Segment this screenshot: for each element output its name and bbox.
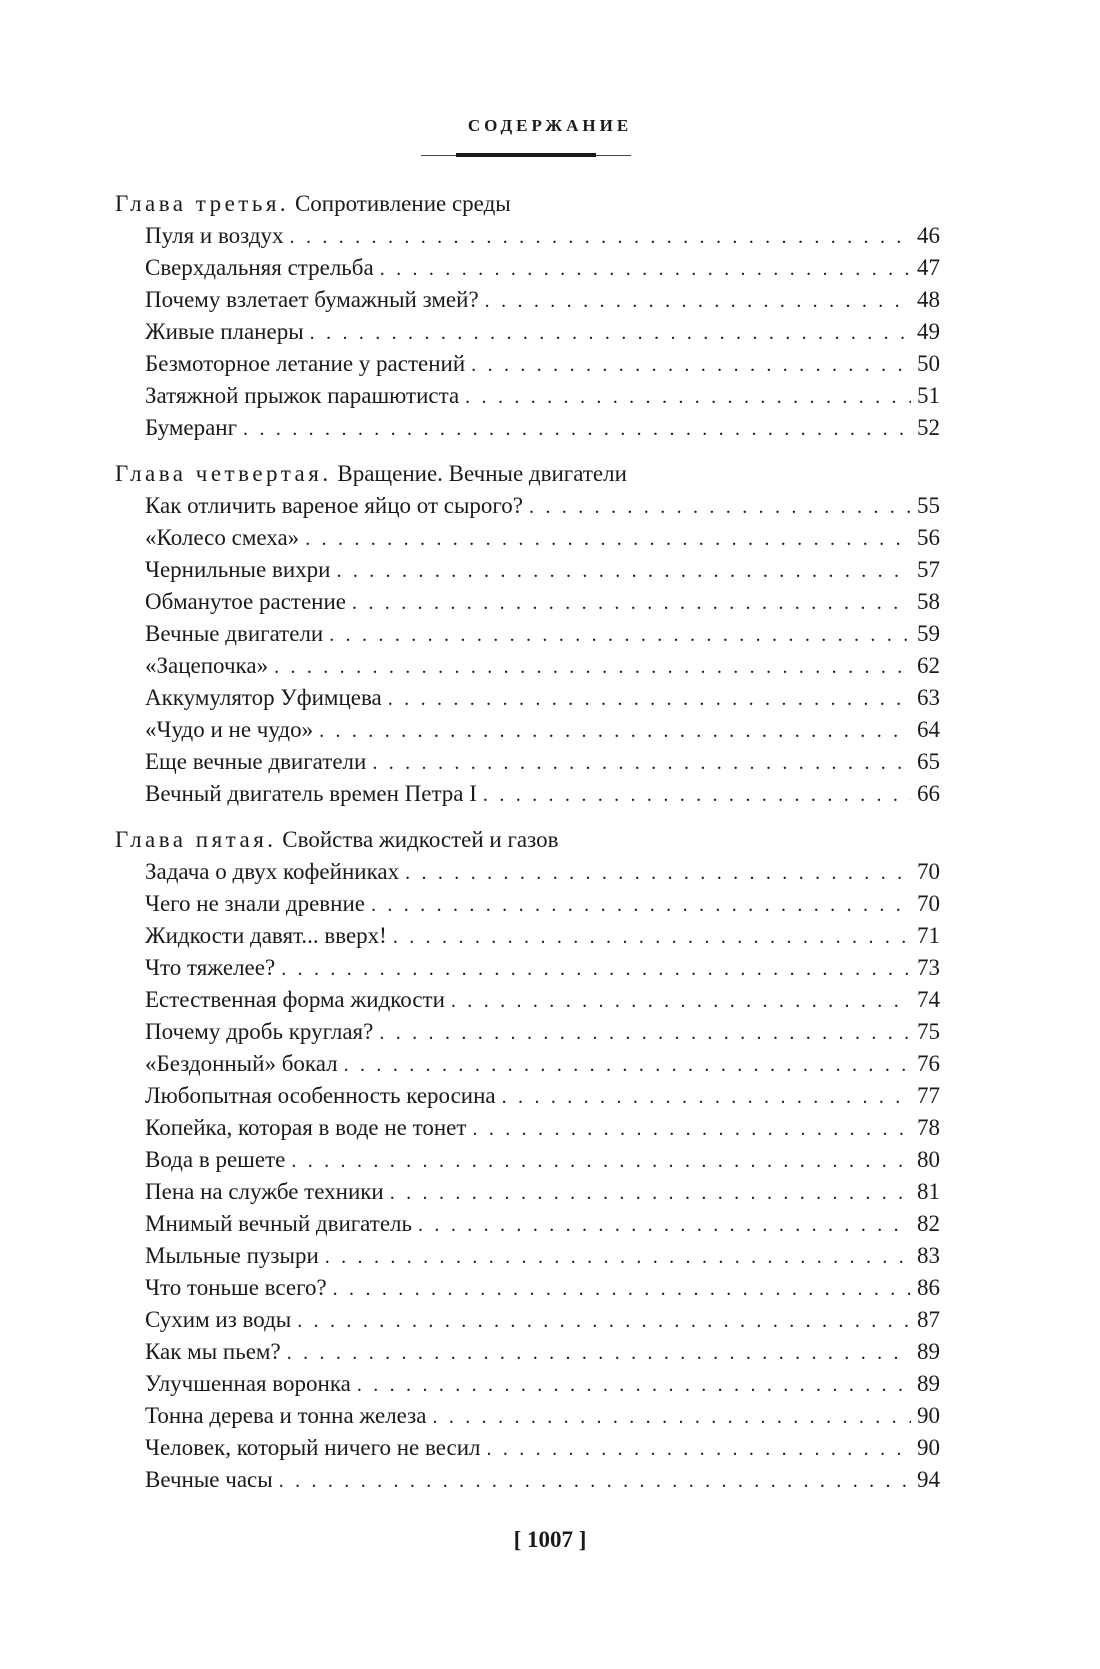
dot-leader [297, 1305, 911, 1337]
dot-leader [319, 715, 911, 747]
entry-page-number: 80 [917, 1147, 940, 1172]
dot-leader [379, 1017, 911, 1049]
entry-page-number: 52 [917, 415, 940, 440]
page-number: [ 1007 ] [513, 1527, 587, 1552]
toc-chapter [115, 458, 940, 810]
toc-entry [145, 1208, 940, 1240]
entry-page-number: 47 [917, 255, 940, 280]
toc-entry [145, 650, 940, 682]
entry-page-number: 59 [917, 621, 940, 646]
entry-page-number: 58 [917, 589, 940, 614]
toc-entry [145, 1240, 940, 1272]
entry-title: Что тяжелее? [145, 955, 276, 980]
entry-title: Бумеранг [145, 415, 238, 440]
toc-entry [145, 618, 940, 650]
toc-entry [145, 1048, 940, 1080]
dot-leader [529, 491, 911, 523]
dot-leader [329, 619, 911, 651]
entry-title: Сухим из воды [145, 1307, 292, 1332]
dot-leader [325, 1241, 911, 1273]
entry-title: Любопытная особенность керосина [145, 1083, 496, 1108]
dot-leader [372, 747, 911, 779]
toc-entry [145, 952, 940, 984]
toc-entry [145, 554, 940, 586]
dot-leader [483, 779, 911, 811]
entry-title: Что тоньше всего? [145, 1275, 327, 1300]
entry-page-number: 77 [917, 1083, 940, 1108]
dot-leader [371, 889, 911, 921]
entry-title: Обманутое растение [145, 589, 346, 614]
running-head: СОДЕРЖАНИЕ [467, 116, 633, 135]
toc-entry [145, 252, 940, 284]
entry-title: Вечные двигатели [145, 621, 324, 646]
dot-leader [336, 555, 911, 587]
chapter-entries [115, 856, 940, 1496]
chapter-heading [115, 824, 940, 856]
entry-title: «Чудо и не чудо» [145, 717, 314, 742]
entry-page-number: 87 [917, 1307, 940, 1332]
dot-leader [357, 1369, 911, 1401]
entry-title: Почему дробь круглая? [145, 1019, 374, 1044]
entry-title: Тонна дерева и тонна железа [145, 1403, 427, 1428]
entry-page-number: 56 [917, 525, 940, 550]
chapter-title: Вращение. Вечные двигатели [337, 461, 627, 486]
entry-page-number: 89 [917, 1339, 940, 1364]
dot-leader [287, 1337, 911, 1369]
toc-entry [145, 586, 940, 618]
entry-page-number: 48 [917, 287, 940, 312]
entry-page-number: 89 [917, 1371, 940, 1396]
toc-entry [145, 984, 940, 1016]
entry-page-number: 63 [917, 685, 940, 710]
entry-title: «Колесо смеха» [145, 525, 300, 550]
entry-page-number: 46 [917, 223, 940, 248]
toc-entry [145, 920, 940, 952]
entry-title: «Бездонный» бокал [145, 1051, 338, 1076]
dot-leader [485, 285, 911, 317]
entry-title: Аккумулятор Уфимцева [145, 685, 382, 710]
dot-leader [502, 1081, 911, 1113]
toc-entry [145, 220, 940, 252]
entry-page-number: 90 [917, 1435, 940, 1460]
entry-title: Чего не знали древние [145, 891, 365, 916]
entry-page-number: 74 [917, 987, 940, 1012]
dot-leader [418, 1209, 911, 1241]
chapter-title: Сопротивление среды [294, 191, 511, 216]
entry-title: Копейка, которая в воде не тонет [145, 1115, 467, 1140]
toc-entry [145, 348, 940, 380]
entry-title: Мыльные пузыри [145, 1243, 319, 1268]
toc-entry [145, 1432, 940, 1464]
dot-leader [405, 857, 911, 889]
toc-entry [145, 1336, 940, 1368]
dot-leader [486, 1433, 911, 1465]
chapter-title: Свойства жидкостей и газов [282, 827, 559, 852]
chapter-heading [115, 458, 940, 490]
toc-entry [145, 284, 940, 316]
toc-entry [145, 522, 940, 554]
toc-entry [145, 1080, 940, 1112]
dot-leader [305, 523, 911, 555]
entry-page-number: 75 [917, 1019, 940, 1044]
toc-entry [145, 1016, 940, 1048]
toc-entry [145, 682, 940, 714]
entry-title: Вечные часы [145, 1467, 273, 1492]
dot-leader [274, 651, 911, 683]
entry-title: Пена на службе техники [145, 1179, 384, 1204]
dot-leader [390, 1177, 911, 1209]
dot-leader [279, 1465, 911, 1497]
entry-page-number: 66 [917, 781, 940, 806]
entry-title: Вечный двигатель времен Петра I [145, 781, 477, 806]
entry-page-number: 78 [917, 1115, 940, 1140]
entry-title: Почему взлетает бумажный змей? [145, 287, 479, 312]
dot-leader [281, 953, 911, 985]
toc-entry [145, 856, 940, 888]
chapter-entries [115, 220, 940, 444]
toc-entry [145, 714, 940, 746]
dot-leader [290, 221, 911, 253]
chapter-heading [115, 188, 940, 220]
toc-entry [145, 1400, 940, 1432]
table-of-contents [115, 188, 940, 1510]
toc-entry [145, 380, 940, 412]
toc-entry [145, 1176, 940, 1208]
toc-entry [145, 1304, 940, 1336]
toc-entry [145, 888, 940, 920]
entry-page-number: 71 [917, 923, 940, 948]
toc-entry [145, 412, 940, 444]
toc-entry [145, 1272, 940, 1304]
toc-entry [145, 316, 940, 348]
entry-page-number: 73 [917, 955, 940, 980]
entry-page-number: 57 [917, 557, 940, 582]
toc-entry [145, 1144, 940, 1176]
dot-leader [344, 1049, 911, 1081]
dot-leader [310, 317, 911, 349]
header-rule-accent [456, 153, 596, 157]
entry-page-number: 70 [917, 859, 940, 884]
chapter-label: Глава третья. [115, 191, 290, 216]
entry-page-number: 82 [917, 1211, 940, 1236]
entry-page-number: 76 [917, 1051, 940, 1076]
entry-title: Безмоторное летание у растений [145, 351, 466, 376]
toc-entry [145, 1368, 940, 1400]
entry-title: Вода в решете [145, 1147, 286, 1172]
entry-page-number: 55 [917, 493, 940, 518]
dot-leader [432, 1401, 911, 1433]
toc-entry [145, 1464, 940, 1496]
entry-title: Как отличить вареное яйцо от сырого? [145, 493, 523, 518]
entry-title: Пуля и воздух [145, 223, 284, 248]
entry-page-number: 94 [917, 1467, 940, 1492]
entry-page-number: 62 [917, 653, 940, 678]
chapter-label: Глава четвертая. [115, 461, 332, 486]
entry-title: Человек, который ничего не весил [145, 1435, 481, 1460]
entry-title: Мнимый вечный двигатель [145, 1211, 413, 1236]
entry-title: «Зацепочка» [145, 653, 269, 678]
toc-chapter [115, 824, 940, 1496]
dot-leader [472, 1113, 911, 1145]
entry-title: Жидкости давят... вверх! [145, 923, 387, 948]
dot-leader [465, 381, 911, 413]
entry-title: Сверхдальняя стрельба [145, 255, 374, 280]
entry-title: Улучшенная воронка [145, 1371, 351, 1396]
toc-entry [145, 778, 940, 810]
entry-title: Затяжной прыжок парашютиста [145, 383, 460, 408]
toc-chapter [115, 188, 940, 444]
dot-leader [451, 985, 911, 1017]
entry-page-number: 90 [917, 1403, 940, 1428]
entry-page-number: 83 [917, 1243, 940, 1268]
toc-entry [145, 746, 940, 778]
entry-page-number: 70 [917, 891, 940, 916]
dot-leader [393, 921, 911, 953]
entry-title: Чернильные вихри [145, 557, 331, 582]
dot-leader [471, 349, 911, 381]
entry-page-number: 50 [917, 351, 940, 376]
entry-page-number: 86 [917, 1275, 940, 1300]
dot-leader [380, 253, 911, 285]
dot-leader [243, 413, 911, 445]
chapter-entries [115, 490, 940, 810]
toc-entry [145, 1112, 940, 1144]
toc-entry [145, 490, 940, 522]
entry-title: Как мы пьем? [145, 1339, 281, 1364]
entry-page-number: 64 [917, 717, 940, 742]
dot-leader [352, 587, 911, 619]
dot-leader [388, 683, 911, 715]
entry-page-number: 65 [917, 749, 940, 774]
entry-title: Еще вечные двигатели [145, 749, 367, 774]
chapter-label: Глава пятая. [115, 827, 277, 852]
dot-leader [333, 1273, 911, 1305]
entry-title: Задача о двух кофейниках [145, 859, 400, 884]
entry-page-number: 81 [917, 1179, 940, 1204]
entry-title: Живые планеры [145, 319, 304, 344]
entry-page-number: 51 [917, 383, 940, 408]
entry-title: Естественная форма жидкости [145, 987, 445, 1012]
entry-page-number: 49 [917, 319, 940, 344]
dot-leader [291, 1145, 911, 1177]
